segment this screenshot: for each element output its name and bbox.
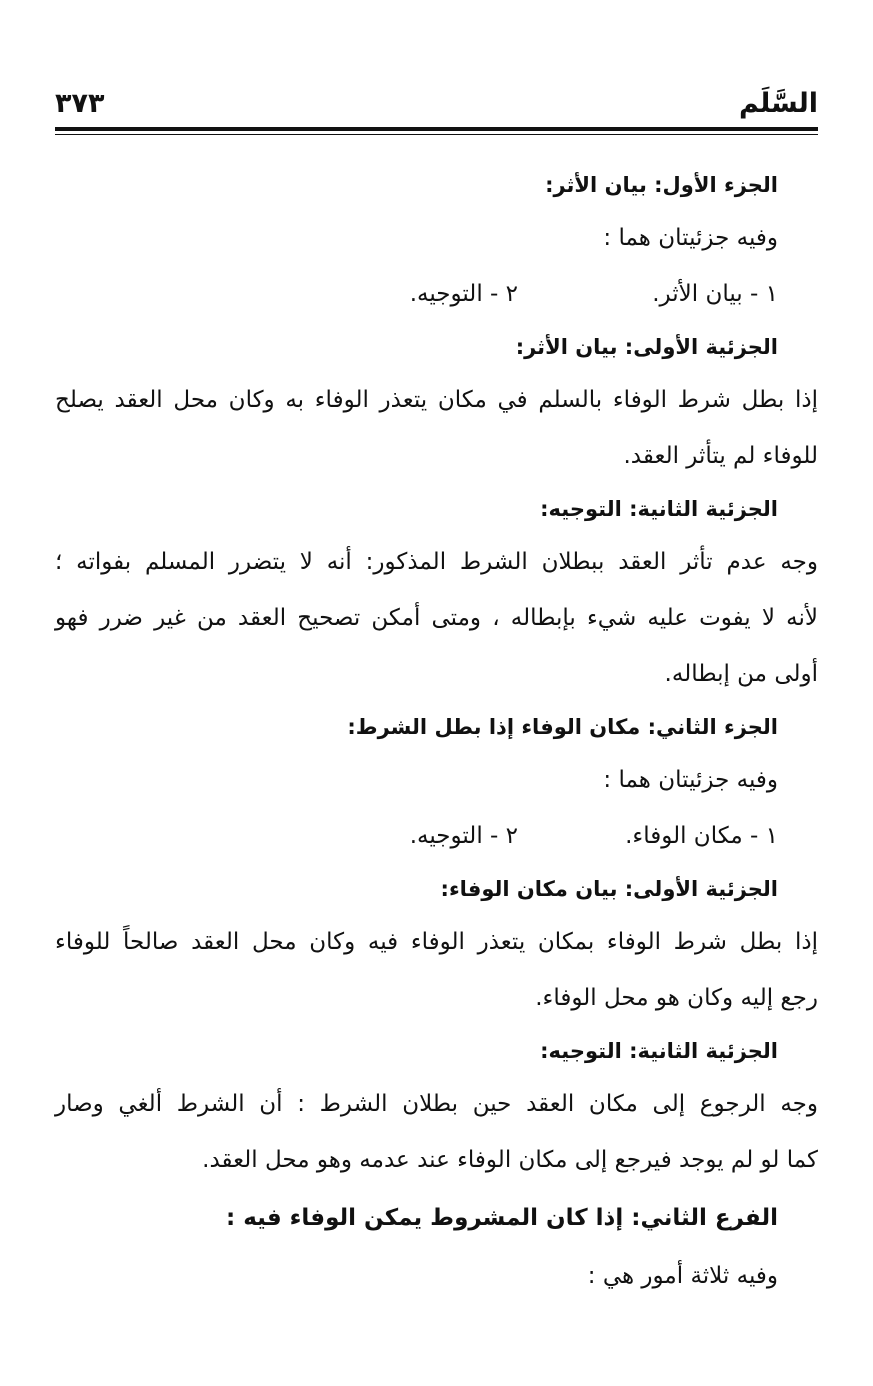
section-heading: الجزء الثاني: مكان الوفاء إذا بطل الشرط:	[347, 715, 778, 739]
page-number: ٣٧٣	[55, 88, 105, 119]
subsection-heading: الجزئية الثانية: التوجيه:	[540, 1039, 778, 1063]
section-heading: الجزء الأول: بيان الأثر:	[545, 173, 778, 197]
paragraph-line: لأنه لا يفوت عليه شيء بإبطاله ، ومتى أمكن تصحيح العقد من غير ضرر فهو	[55, 605, 818, 631]
enumeration	[55, 266, 778, 322]
paragraph-line: وجه عدم تأثر العقد ببطلان الشرط المذكور: أنه لا يتضرر المسلم بفواته ؛	[55, 549, 818, 575]
paragraph-line: للوفاء لم يتأثر العقد.	[623, 443, 818, 469]
enumeration	[55, 808, 778, 864]
paragraph-line: إذا بطل شرط الوفاء بالسلم في مكان يتعذر الوفاء به وكان محل العقد يصلح	[55, 387, 818, 413]
subsection-heading: الجزئية الأولى: بيان الأثر:	[515, 335, 778, 359]
header-rule-thin	[55, 134, 818, 135]
page-header	[55, 88, 818, 128]
paragraph-line: أولى من إبطاله.	[664, 661, 818, 687]
subsection-heading: الجزئية الثانية: التوجيه:	[540, 497, 778, 521]
branch-heading: الفرع الثاني: إذا كان المشروط يمكن الوفاء فيه :	[226, 1205, 778, 1231]
enum-item: ٢ - التوجيه.	[409, 281, 518, 307]
intro-line: وفيه جزئيتان هما :	[603, 767, 778, 793]
paragraph-line: كما لو لم يوجد فيرجع إلى مكان الوفاء عند عدمه وهو محل العقد.	[202, 1147, 818, 1173]
body-text	[55, 160, 818, 1304]
intro-line: وفيه جزئيتان هما :	[603, 225, 778, 251]
paragraph-line: رجع إليه وكان هو محل الوفاء.	[535, 985, 818, 1011]
subsection-heading: الجزئية الأولى: بيان مكان الوفاء:	[440, 877, 778, 901]
enum-item: ٢ - التوجيه.	[409, 823, 518, 849]
paragraph-line: وجه الرجوع إلى مكان العقد حين بطلان الشرط : أن الشرط ألغي وصار	[55, 1091, 818, 1117]
paragraph-line: إذا بطل شرط الوفاء بمكان يتعذر الوفاء فيه وكان محل العقد صالحاً للوفاء	[55, 929, 818, 955]
intro-line: وفيه ثلاثة أمور هي :	[587, 1263, 778, 1289]
running-title: السَّلَم	[738, 88, 818, 119]
header-rule-thick	[55, 127, 818, 131]
enum-item: ١ - بيان الأثر.	[652, 281, 778, 307]
enum-item: ١ - مكان الوفاء.	[625, 823, 778, 849]
